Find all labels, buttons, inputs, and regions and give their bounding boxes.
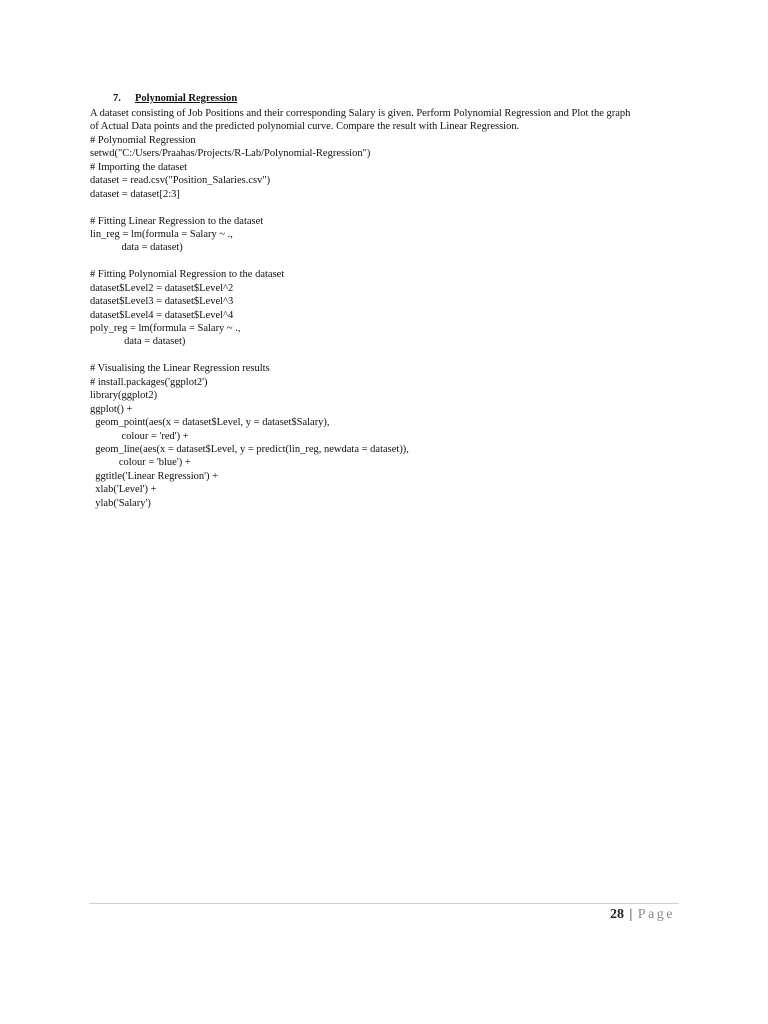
code-line: poly_reg = lm(formula = Salary ~ ., [90,323,241,334]
code-line: setwd("C:/Users/Praahas/Projects/R-Lab/Polynomial-Regression") [90,148,371,160]
code-line: # Polynomial Regression [90,134,196,146]
code-line: lin_reg = lm(formula = Salary ~ ., [90,228,233,240]
problem-statement-line-2: of Actual Data points and the predicted polynomial curve. Compare the result with Linear Regression. [90,121,520,133]
code-line: ylab('Salary') [90,497,151,509]
code-line: dataset$Level2 = dataset$Level^2 [90,282,234,294]
code-line: ggtitle('Linear Regression') + [90,470,219,482]
section-title: Polynomial Regression [135,93,238,104]
code-line: # Fitting Polynomial Regression to the dataset [90,269,285,281]
code-line: colour = 'red') + [90,430,189,442]
blank-line [90,349,690,362]
code-line: geom_point(aes(x = dataset$Level, y = dataset$Salary), [90,417,330,429]
code-line: library(ggplot2) [90,390,158,402]
document-body [90,107,690,510]
code-line: ggplot() + [90,403,133,415]
footer-separator: | [629,907,633,922]
code-line: # Fitting Linear Regression to the dataset [90,215,264,227]
code-line: data = dataset) [90,336,186,348]
section-number: 7. [113,93,121,104]
code-line: dataset$Level4 = dataset$Level^4 [90,309,234,321]
footer-divider [89,903,679,904]
page-number: 28 [609,907,624,922]
code-line: xlab('Level') + [90,484,157,496]
blank-line [90,255,690,268]
page-footer [610,906,675,924]
code-line: # Visualising the Linear Regression results [90,363,270,375]
section-heading [113,92,237,106]
blank-line [90,201,690,214]
code-line: dataset = dataset[2:3] [90,188,180,200]
code-line: colour = 'blue') + [90,457,191,469]
problem-statement-line-1: A dataset consisting of Job Positions and their corresponding Salary is given. Perform Polynomial Regression and Plot the graph [90,108,631,119]
code-line: # Importing the dataset [90,161,188,173]
code-line: dataset = read.csv("Position_Salaries.csv") [90,175,271,187]
code-line: data = dataset) [90,242,183,254]
page-label: Page [637,907,675,922]
code-line: dataset$Level3 = dataset$Level^3 [90,296,234,308]
code-line: # install.packages('ggplot2') [90,376,208,388]
code-line: geom_line(aes(x = dataset$Level, y = predict(lin_reg, newdata = dataset)), [90,443,409,455]
